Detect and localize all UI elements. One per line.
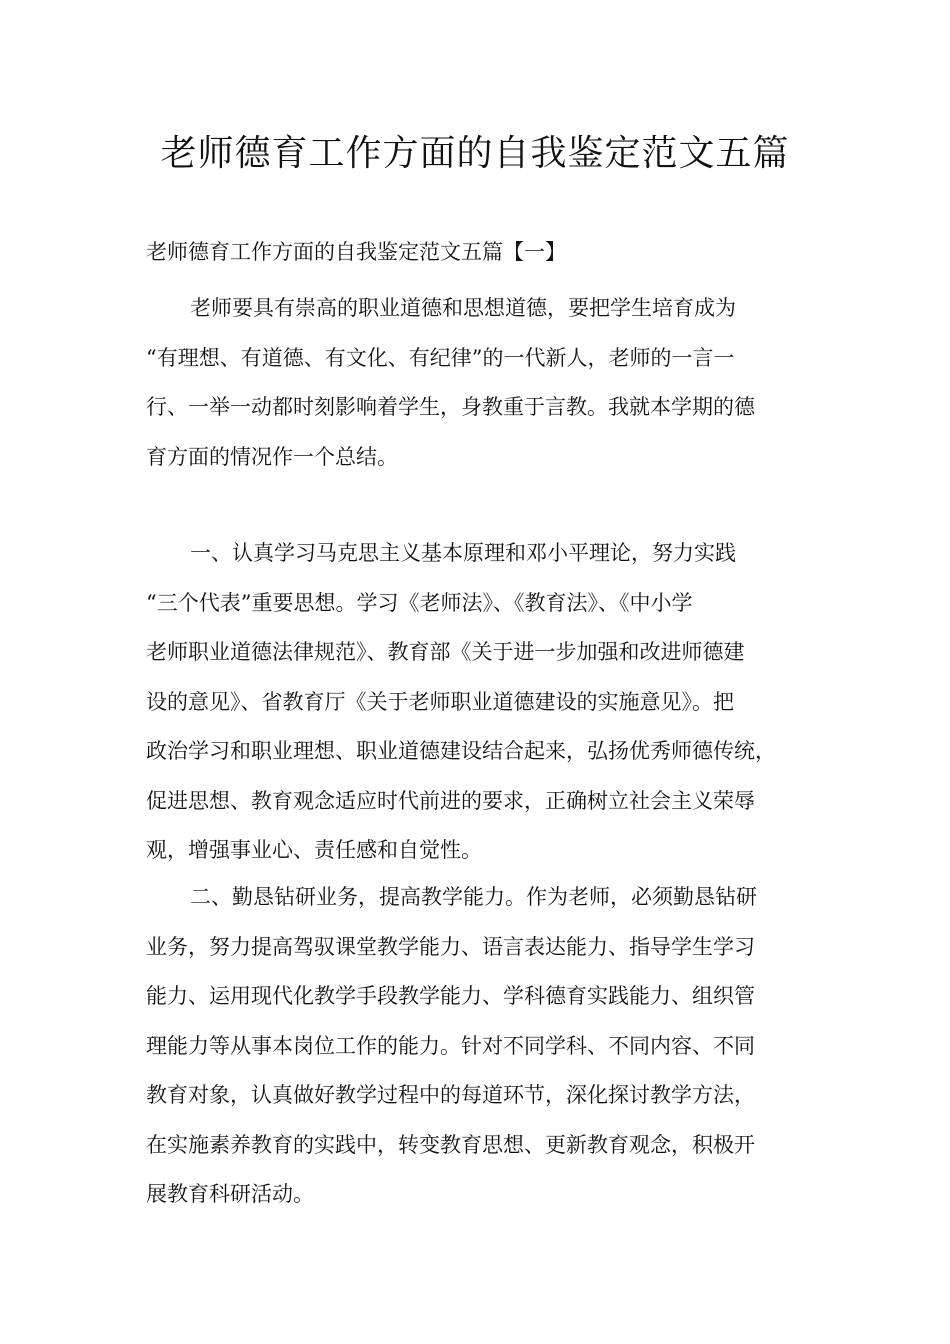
paragraph-line: 能力、运用现代化教学手段教学能力、学科德育实践能力、组织管 (146, 984, 755, 1008)
paragraph-line: 促进思想、教育观念适应时代前进的要求，正确树立社会主义荣辱 (146, 788, 755, 813)
paragraph-line: 观，增强事业心、责任感和自觉性。 (146, 838, 482, 862)
paragraph-line: 老师要具有崇高的职业道德和思想道德，要把学生培育成为 (190, 296, 736, 320)
paragraph-line: “有理想、有道德、有文化、有纪律”的一代新人，老师的一言一 (146, 345, 735, 370)
paragraph-line: 设的意见》、省教育厅《关于老师职业道德建设的实施意见》。把 (146, 689, 734, 714)
paragraph-line: “三个代表”重要思想。学习《老师法》、《教育法》、《中小学 (146, 590, 693, 615)
paragraph-line: 理能力等从事本岗位工作的能力。针对不同学科、不同内容、不同 (146, 1033, 755, 1058)
paragraph-line: 一、认真学习马克思主义基本原理和邓小平理论，努力实践 (190, 541, 736, 565)
paragraph-point-one (146, 529, 826, 876)
paragraph-point-two (146, 873, 826, 1220)
paragraph-line: 行、一举一动都时刻影响着学生，身教重于言教。我就本学期的德 (146, 395, 755, 419)
paragraph-line: 二、勤恳钻研业务，提高教学能力。作为老师，必须勤恳钻研 (190, 885, 757, 909)
document-title: 老师德育工作方面的自我鉴定范文五篇 (160, 133, 790, 174)
paragraph-line: 教育对象，认真做好教学过程中的每道环节，深化探讨教学方法， (146, 1083, 755, 1107)
paragraph-line: 老师职业道德法律规范》、教育部《关于进一步加强和改进师德建 (146, 640, 745, 664)
paragraph-line: 在实施素养教育的实践中，转变教育思想、更新教育观念，积极开 (146, 1132, 755, 1157)
paragraph-line: 育方面的情况作一个总结。 (146, 444, 398, 469)
paragraph-line: 展教育科研活动。 (146, 1182, 314, 1206)
paragraph-line: 政治学习和职业理想、职业道德建设结合起来，弘扬优秀师德传统， (146, 739, 776, 763)
paragraph-intro (146, 284, 826, 482)
paragraph-line: 业务，努力提高驾驭课堂教学能力、语言表达能力、指导学生学习 (146, 934, 755, 959)
section-heading: 老师德育工作方面的自我鉴定范文五篇【一】 (146, 240, 566, 264)
